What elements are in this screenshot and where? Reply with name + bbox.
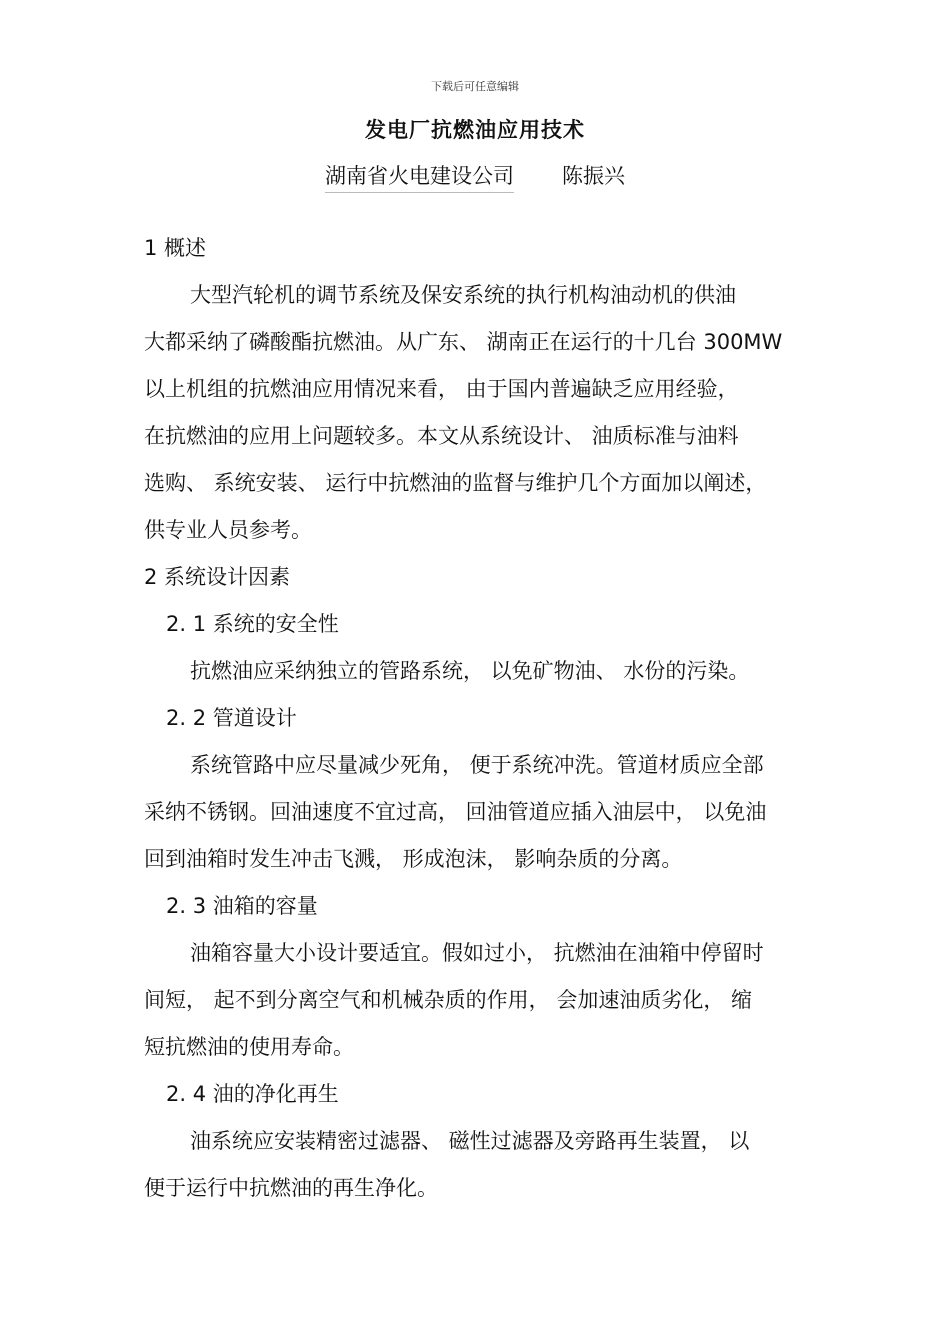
paragraph-line: 1 概述 [144,236,207,260]
byline-author: 陈振兴 [562,164,625,188]
paragraph-line: 选购、 系统安装、 运行中抗燃油的监督与维护几个方面加以阐述， [144,471,767,495]
paragraph-line: 大型汽轮机的调节系统及保安系统的执行机构油动机的供油 [190,283,736,307]
paragraph-line: 以上机组的抗燃油应用情况来看， 由于国内普遍缺乏应用经验， [144,377,739,401]
paragraph-line: 回到油箱时发生冲击飞溅， 形成泡沫， 影响杂质的分离。 [144,847,683,871]
document-body [144,228,824,1215]
paragraph-line: 在抗燃油的应用上问题较多。本文从系统设计、 油质标准与油料 [144,424,739,448]
paragraph-line: 短抗燃油的使用寿命。 [144,1035,354,1059]
paragraph-line: 采纳不锈钢。回油速度不宜过高， 回油管道应插入油层中， 以免油 [144,800,767,824]
paragraph-line: 2. 4 油的净化再生 [166,1082,339,1106]
paragraph-line: 抗燃油应采纳独立的管路系统， 以免矿物油、 水份的污染。 [190,659,750,683]
byline-organization: 湖南省火电建设公司 [325,160,514,193]
paragraph-line: 油系统应安装精密过滤器、 磁性过滤器及旁路再生装置， 以 [190,1129,750,1153]
byline [0,160,950,193]
header-note: 下载后可任意编辑 [431,80,519,93]
paragraph-line: 2 系统设计因素 [144,565,291,589]
paragraph-line: 油箱容量大小设计要适宜。假如过小， 抗燃油在油箱中停留时 [190,941,764,965]
document-title: 发电厂抗燃油应用技术 [365,118,585,142]
paragraph-line: 间短， 起不到分离空气和机械杂质的作用， 会加速油质劣化， 缩 [144,988,753,1012]
paragraph-line: 2. 2 管道设计 [166,706,297,730]
paragraph-line: 2. 3 油箱的容量 [166,894,318,918]
paragraph-line: 大都采纳了磷酸酯抗燃油。从广东、 湖南正在运行的十几台 300MW [144,330,783,354]
paragraph-line: 系统管路中应尽量减少死角， 便于系统冲洗。管道材质应全部 [190,753,764,777]
paragraph-line: 2. 1 系统的安全性 [166,612,339,636]
paragraph-line: 便于运行中抗燃油的再生净化。 [144,1176,438,1200]
paragraph-line: 供专业人员参考。 [144,518,312,542]
